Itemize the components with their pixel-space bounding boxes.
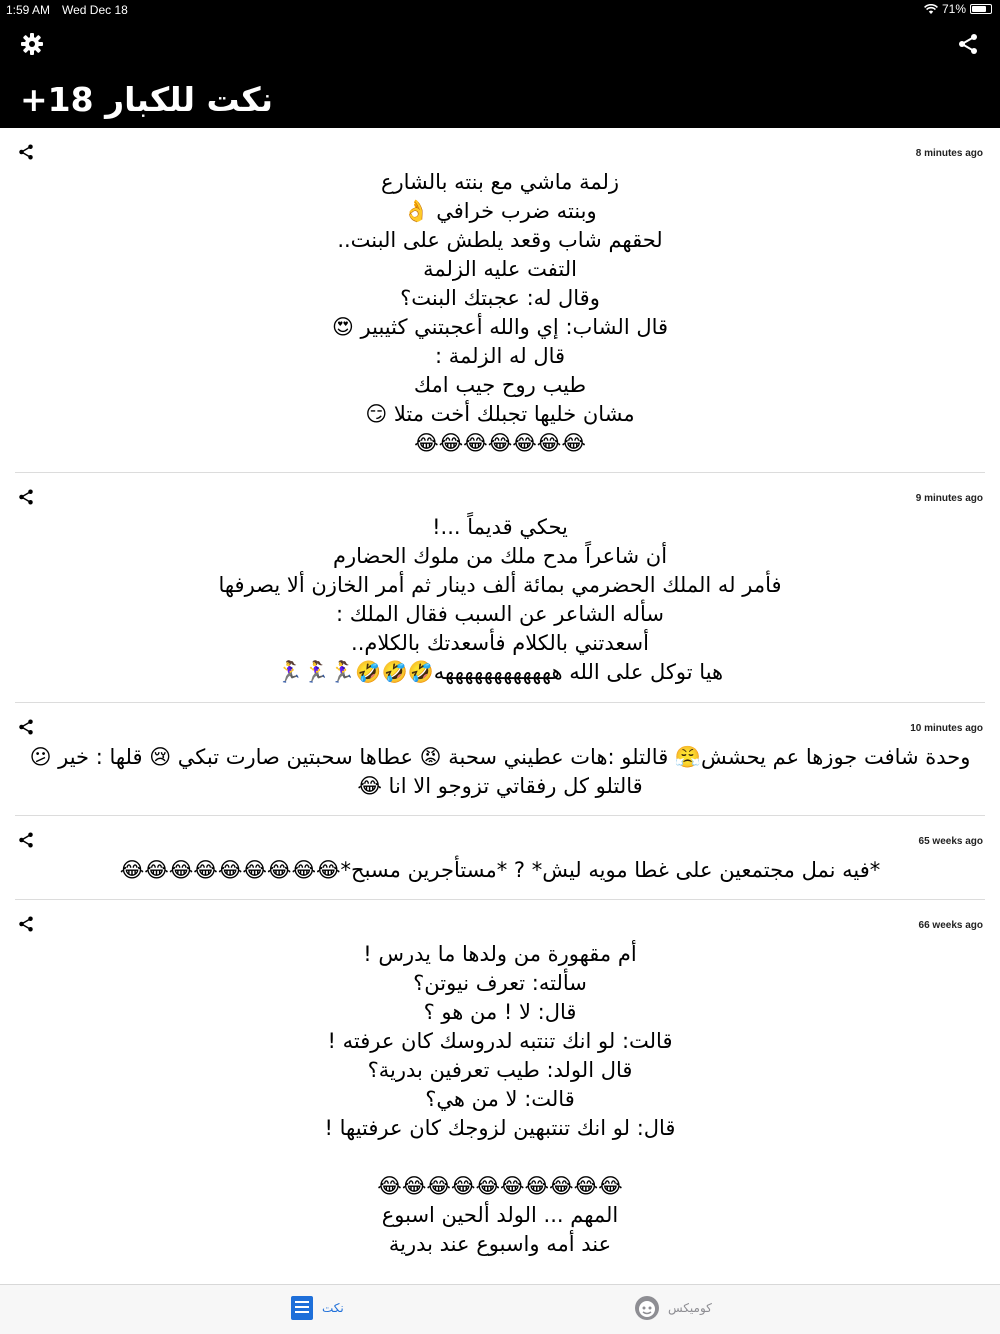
battery-icon <box>970 4 992 14</box>
post-timestamp: 65 weeks ago <box>918 836 983 847</box>
joke-text: وحدة شافت جوزها عم يحشش😤 قالتلو :هات عطيني سحبة 😡 عطاها سحبتين صارت تبكي 😢 قلها : خير 😕 قالتلو كل رفقاتي تزوجو الا انا 😂 <box>29 745 971 798</box>
joke-text: أم مقهورة من ولدها ما يدرس ! سألته: تعرف نيوتن؟ قال: لا ! من هو ؟ قالت: لو انك تنتبه لدروسك كان عرفته ! قال الولد: طيب تعرفين بدرية؟ قالت: لا من هي؟ قال: لو انك تنتبهين لزوجك كان عرفتيها ! 😂😂😂😂😂😂😂😂😂😂 المهم ... الولد ألحين اسبوع عند أمه واسبوع عند بدرية <box>324 942 676 1256</box>
share-icon[interactable] <box>17 718 35 736</box>
status-time: 1:59 AM <box>6 3 51 17</box>
joke-post <box>15 473 985 703</box>
joke-text: يحكي قديماً ...! أن شاعراً مدح ملك من ملوك الحضارم فأمر له الملك الحضرمي بمائة ألف دينار ثم أمر الخازن ألا يصرفها سأله الشاعر عن السبب فقال الملك : أسعدتني بالكلام فأسعدتك بالكلام.. هيا توكل على الله ههههههههههههه🤣🤣🤣🏃‍♀️🏃‍♀️🏃‍♀️ <box>218 515 782 684</box>
joke-post <box>15 703 985 816</box>
tab-bar <box>0 1284 1000 1334</box>
joke-post <box>15 900 985 1280</box>
joke-post <box>15 816 985 900</box>
jokes-feed[interactable] <box>0 128 1000 1284</box>
document-list-icon <box>290 1295 314 1321</box>
app-header <box>0 22 1000 128</box>
post-timestamp: 9 minutes ago <box>915 493 983 504</box>
wifi-icon <box>924 4 938 15</box>
tab-label: نكت <box>322 1301 344 1315</box>
joke-text: *فيه نمل مجتمعين على غطا مويه ليش* ? *مستأجرين مسبح*😂😂😂😂😂😂😂😂😂 <box>119 858 881 882</box>
share-icon[interactable] <box>17 488 35 506</box>
tab-comics[interactable] <box>634 1295 712 1321</box>
share-icon[interactable] <box>17 831 35 849</box>
post-timestamp: 66 weeks ago <box>918 920 983 931</box>
share-icon[interactable] <box>17 915 35 933</box>
share-icon[interactable] <box>17 143 35 161</box>
share-icon[interactable] <box>956 32 980 56</box>
face-icon <box>634 1295 660 1321</box>
status-right <box>924 2 992 16</box>
page-title: نكت للكبار 18+ <box>20 80 273 119</box>
joke-text: زلمة ماشي مع بنته بالشارع وبنته ضرب خرافي 👌 لحقهم شاب وقعد يلطش على البنت.. التفت عليه الزلمة وقال له: عجبتك البنت؟ قال الشاب: إي والله أعجبتني كثيبير 😍 قال له الزلمة : طيب روح جيب امك مشان خليها تجبلك أخت متلا 😏 😂😂😂😂😂😂😂 <box>331 170 669 455</box>
post-timestamp: 8 minutes ago <box>915 148 983 159</box>
status-date: Wed Dec 18 <box>62 3 128 17</box>
gear-icon[interactable] <box>20 32 44 56</box>
battery-percent: 71% <box>941 2 966 16</box>
tab-label: كوميكس <box>668 1301 712 1315</box>
joke-post <box>15 128 985 473</box>
status-bar <box>0 0 1000 22</box>
post-timestamp: 10 minutes ago <box>910 723 983 734</box>
tab-jokes[interactable] <box>290 1295 344 1321</box>
